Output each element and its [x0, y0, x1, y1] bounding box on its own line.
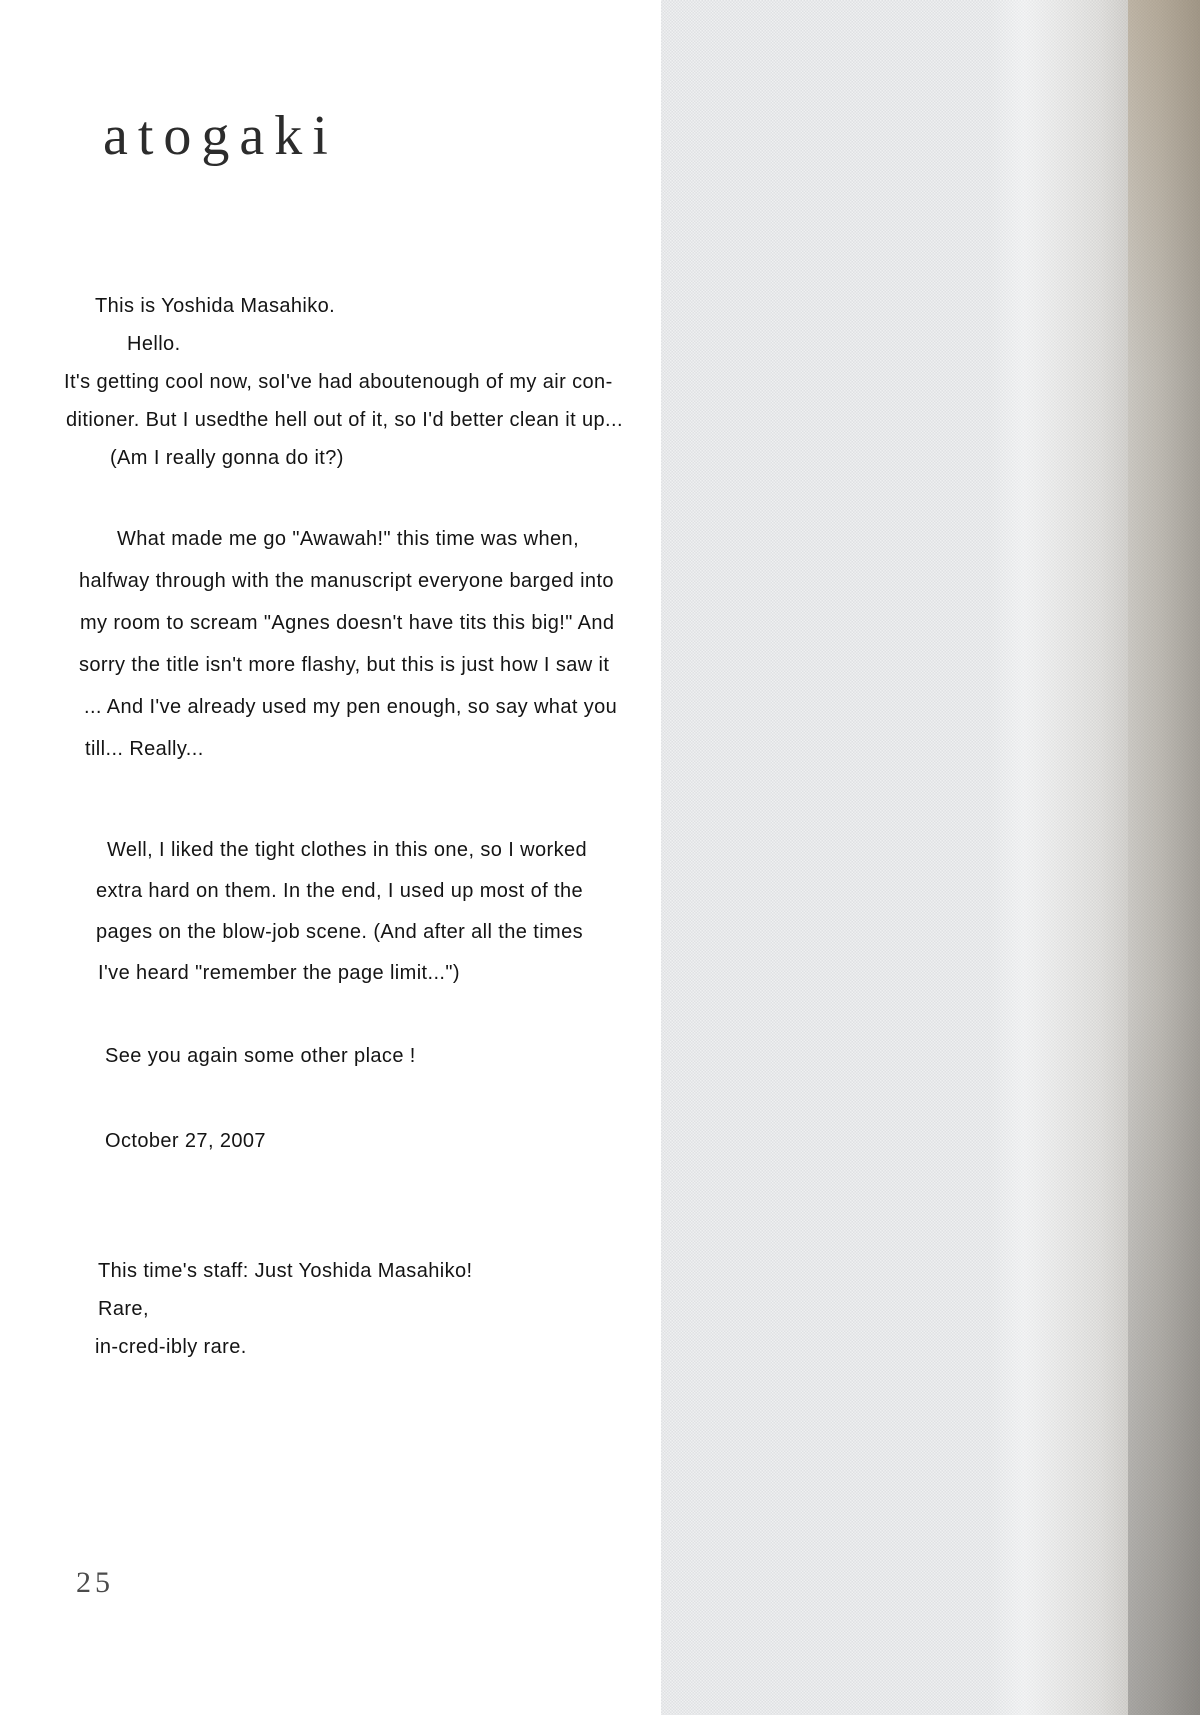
text-line: October 27, 2007: [105, 1130, 266, 1152]
page-curl-edge-tint: [1128, 0, 1200, 1715]
text-line: This is Yoshida Masahiko.: [95, 295, 336, 317]
text-line: extra hard on them. In the end, I used up most of the: [96, 880, 584, 902]
text-line: ... And I've already used my pen enough, so say what you: [84, 696, 618, 718]
book-edge-halftone: [661, 0, 1200, 1715]
paragraph-staff: [0, 1252, 661, 1366]
text-line: till... Really...: [85, 738, 204, 760]
page-title: atogaki: [103, 105, 338, 167]
text-line: pages on the blow-job scene. (And after all the times: [96, 921, 584, 943]
paragraph-production: [0, 830, 661, 994]
text-line: Rare,: [98, 1298, 149, 1320]
text-line: ditioner. But I usedthe hell out of it, so I'd better clean it up...: [66, 409, 623, 431]
text-line: See you again some other place !: [105, 1045, 416, 1067]
text-line: sorry the title isn't more flashy, but this is just how I saw it: [79, 654, 610, 676]
text-line: I've heard "remember the page limit..."): [98, 962, 460, 984]
page-number: 25: [76, 1566, 114, 1599]
text-line: Hello.: [127, 333, 181, 355]
text-line: (Am I really gonna do it?): [110, 447, 344, 469]
text-line: in-cred-ibly rare.: [95, 1336, 247, 1358]
paragraph-awawah: [0, 518, 661, 770]
text-line: Well, I liked the tight clothes in this one, so I worked: [107, 839, 588, 861]
text-line: It's getting cool now, soI've had aboutenough of my air con-: [64, 371, 613, 393]
date-line: [0, 1122, 661, 1160]
text-line: halfway through with the manuscript everyone barged into: [79, 570, 614, 592]
text-line: What made me go "Awawah!" this time was when,: [117, 528, 580, 550]
text-line: my room to scream "Agnes doesn't have tits this big!" And: [80, 612, 615, 634]
farewell-line: [0, 1037, 661, 1075]
text-line: This time's staff: Just Yoshida Masahiko!: [98, 1260, 473, 1282]
paragraph-greeting: [0, 287, 661, 477]
